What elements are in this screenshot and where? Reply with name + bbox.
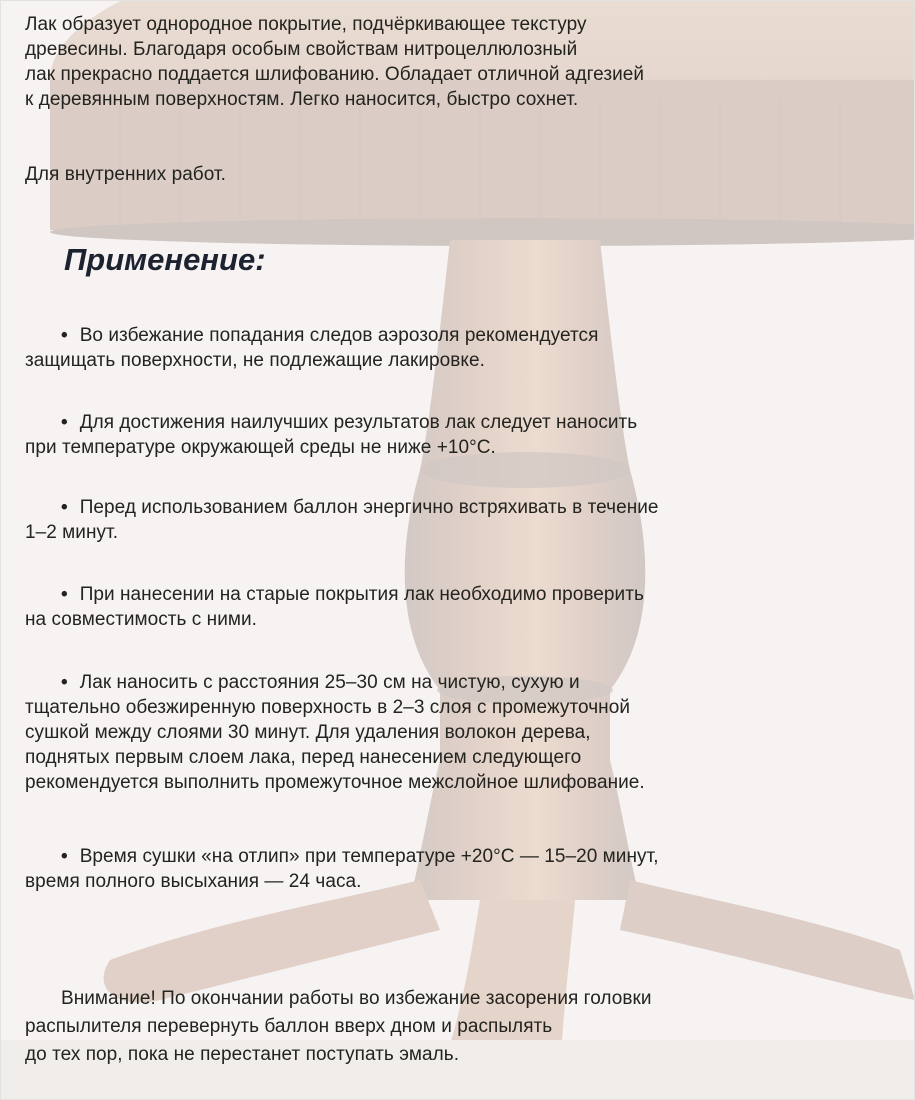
item-rest: на совместимость с ними.: [25, 609, 257, 630]
item-rest: 1–2 минут.: [25, 522, 119, 543]
intro-text: Лак образует однородное покрытие, подчёркивающее текстуру древесины. Благодаря особым свойствам нитроцеллюлозный лак прекрасно поддается шлифованию. Обладает отличной адгезией к деревянным поверхностям. Легко наносится, быстро сохнет.: [25, 14, 645, 110]
item-lead: Во избежание попадания следов аэрозоля рекомендуется: [79, 325, 599, 346]
application-item-2: [25, 410, 637, 460]
item-rest: защищать поверхности, не подлежащие лакировке.: [25, 350, 485, 371]
item-rest: тщательно обезжиренную поверхность в 2–3 слоя с промежуточной сушкой между слоями 30 минут. Для удаления волокон дерева, поднятых первым слоем лака, перед нанесением следующего рекомендуется выполнить промежуточное межслойное шлифование.: [25, 697, 645, 793]
item-rest: время полного высыхания — 24 часа.: [25, 871, 362, 892]
application-heading: Применение:: [64, 242, 266, 277]
item-rest: при температуре окружающей среды не ниже +10°С.: [25, 437, 496, 458]
application-item-6: [25, 844, 659, 894]
item-lead: При нанесении на старые покрытия лак необходимо проверить: [79, 584, 644, 605]
item-lead: Время сушки «на отлип» при температуре +20°С — 15–20 минут,: [79, 846, 659, 867]
bullet-icon: •: [61, 584, 68, 605]
bullet-icon: •: [61, 412, 68, 433]
application-item-3: [25, 495, 659, 545]
application-item-1: [25, 323, 598, 373]
warning-body: Внимание! По окончании работы во избежание засорения головки распылителя перевернуть баллон вверх дном и распылять до тех пор, пока не перестанет поступать эмаль.: [25, 988, 652, 1065]
bullet-icon: •: [61, 325, 68, 346]
usage-note: Для внутренних работ.: [25, 164, 226, 185]
item-lead: Для достижения наилучших результатов лак следует наносить: [79, 412, 638, 433]
bullet-icon: •: [61, 672, 68, 693]
item-lead: Лак наносить с расстояния 25–30 см на чистую, сухую и: [79, 672, 580, 693]
item-lead: Перед использованием баллон энергично встряхивать в течение: [79, 497, 659, 518]
application-item-5: [25, 670, 645, 795]
warning-text: [25, 985, 652, 1069]
application-item-4: [25, 582, 644, 632]
bullet-icon: •: [61, 846, 68, 867]
bullet-icon: •: [61, 497, 68, 518]
